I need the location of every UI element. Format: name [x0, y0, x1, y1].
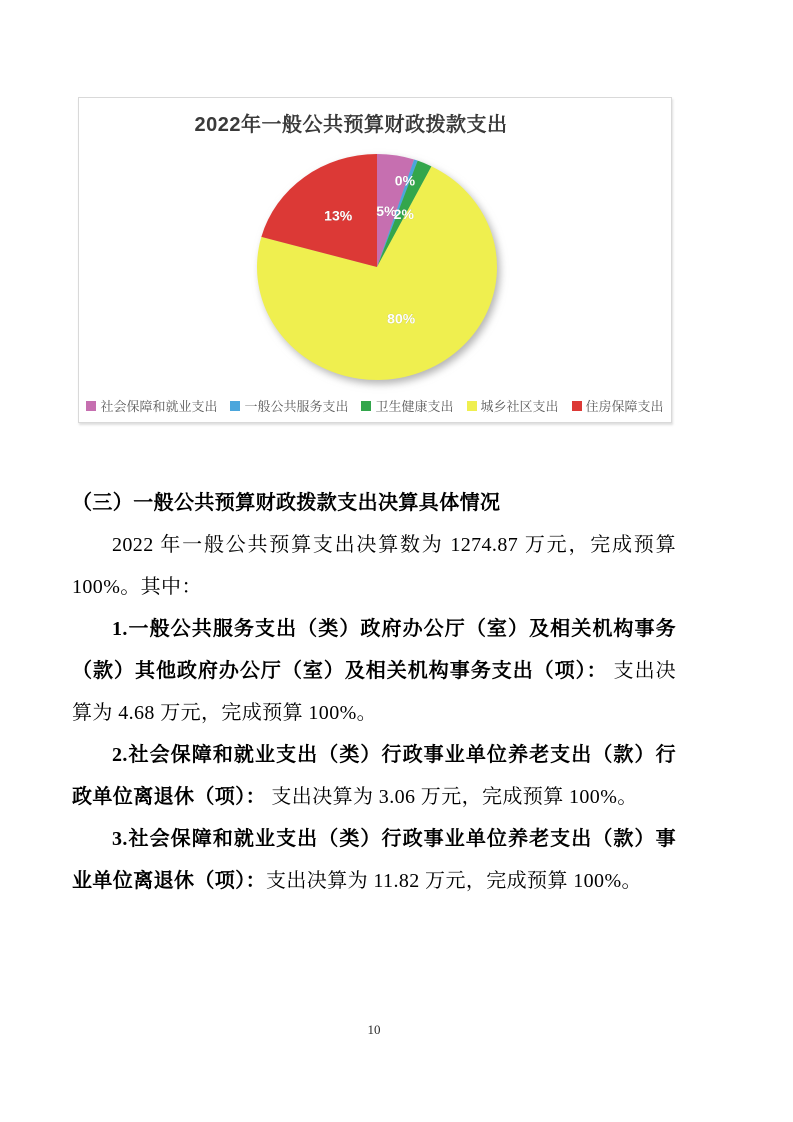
pie-data-label: 0%	[394, 172, 416, 189]
legend-item	[572, 396, 664, 415]
legend-swatch	[467, 401, 477, 411]
legend-swatch	[86, 401, 96, 411]
section-heading: （三）一般公共预算财政拨款支出决算具体情况	[72, 492, 501, 514]
text-run-bold: 3.社会保障和就业支出（类）行政事业单位养老支出（款）事业单位离退休（项）：	[72, 828, 676, 892]
text-run: 支出决算为 4.68 万元，完成预算 100%。	[72, 660, 676, 724]
legend-item	[361, 396, 453, 415]
legend-swatch	[572, 401, 582, 411]
text-run: 2022 年一般公共预算支出决算数为 1274.87 万元，完成预算 100%。其中：	[72, 534, 676, 598]
legend-item	[86, 396, 217, 415]
pie-slices-group	[257, 154, 497, 380]
legend-label: 卫生健康支出	[375, 399, 454, 414]
pie-data-label: 80%	[387, 310, 416, 327]
paragraph	[72, 524, 676, 608]
pie-data-label: 2%	[393, 205, 414, 222]
legend-label: 社会保障和就业支出	[100, 399, 218, 414]
paragraph	[72, 608, 676, 734]
text-run: 支出决算为 3.06 万元，完成预算 100%。	[266, 786, 638, 808]
chart-title: 2022年一般公共预算财政拨款支出	[194, 114, 508, 136]
paragraph	[72, 734, 676, 818]
chart-legend	[79, 396, 671, 415]
text-run: 支出决算为 11.82 万元，完成预算 100%。	[266, 870, 642, 892]
paragraph	[72, 818, 676, 902]
pie-chart	[79, 98, 673, 424]
legend-item	[230, 396, 348, 415]
page-number: 10	[367, 1022, 381, 1037]
pie-data-label: 13%	[324, 207, 353, 224]
legend-label: 住房保障支出	[585, 399, 664, 414]
paragraphs	[72, 524, 676, 902]
pie-chart-container	[78, 97, 672, 423]
text-run-bold: 1.一般公共服务支出（类）政府办公厅（室）及相关机构事务（款）其他政府办公厅（室）及相关机构事务支出（项）：	[72, 618, 676, 682]
legend-label: 城乡社区支出	[480, 399, 559, 414]
legend-label: 一般公共服务支出	[244, 399, 349, 414]
pie-data-label: 5%	[376, 203, 397, 220]
legend-swatch	[361, 401, 371, 411]
text-run-bold: 2.社会保障和就业支出（类）行政事业单位养老支出（款）行政单位离退休（项）：	[72, 744, 676, 808]
document-body	[72, 482, 676, 902]
legend-item	[467, 396, 559, 415]
legend-swatch	[230, 401, 240, 411]
